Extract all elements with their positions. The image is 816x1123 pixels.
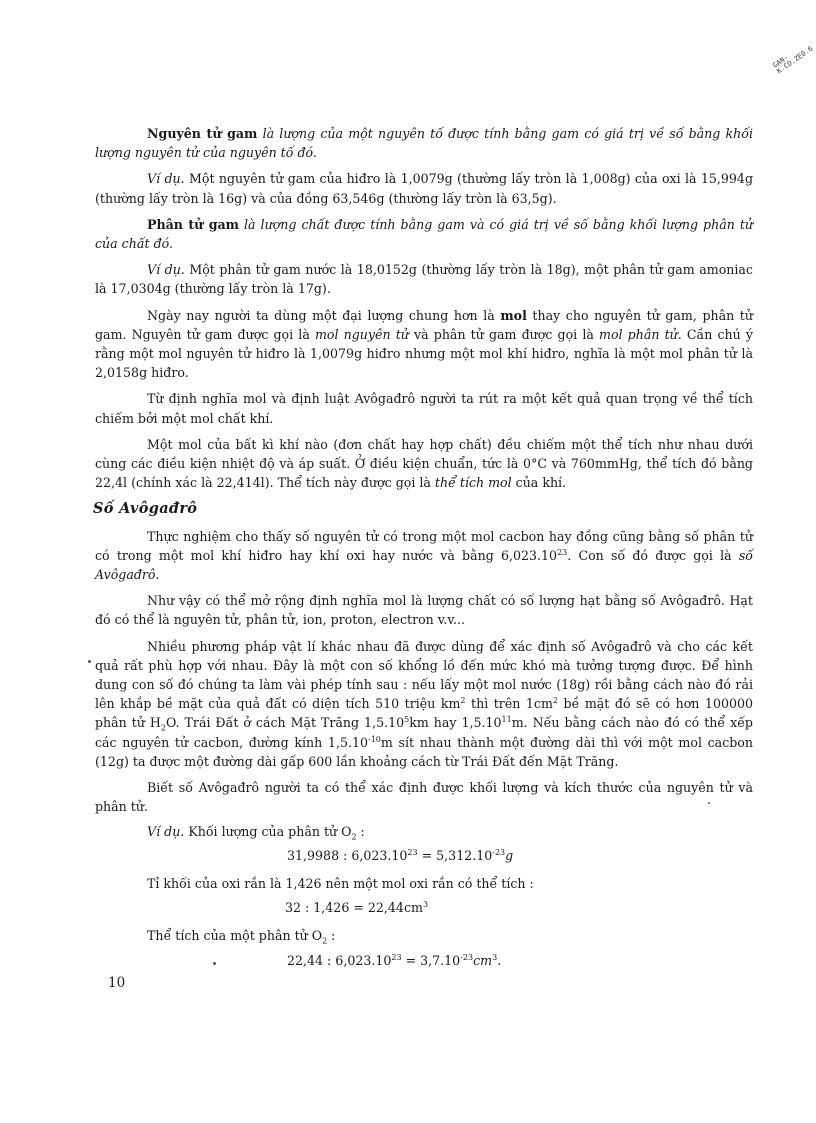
paragraph-mol (95, 306, 753, 383)
paragraph-applications: Biết số Avôgađrô người ta có thể xác định được khối lượng và kích thước của nguyên tử và phân tử. (95, 780, 753, 815)
term-mol-molecule: mol phân tử (599, 326, 678, 342)
paragraph-text: m sít nhau thành một đường dài thì với một mol cacbon (12g) ta được một đường dài gấp 600 lần khoảng cách từ Trái Đất đến Mặt Trăng. (95, 734, 754, 769)
subscript: 2 (160, 724, 166, 733)
paragraph-text: Một mol của bất kì khí nào (đơn chất hay hợp chất) đều chiếm một thể tích như nhau dưới cùng các điều kiện nhiệt độ và áp suất. Ở điều kiện chuẩn, tức là 0°C và 760mmHg, thể tích đó bằng 22,4l (chính xác là 22,414l). Thể tích này được gọi là (95, 436, 753, 491)
exponent: -10 (368, 734, 381, 744)
exponent: 23 (407, 847, 418, 857)
example-label: Ví dụ. (147, 262, 185, 278)
exponent: 3 (492, 952, 498, 962)
scan-speck (88, 660, 91, 663)
paragraph-text: của khí. (511, 475, 567, 491)
paragraph-text: và phân tử gam được gọi là (408, 326, 599, 342)
paragraph-text: Thể tích của một phân tử O (147, 928, 323, 944)
exponent: -23 (460, 952, 474, 962)
paragraph-magnitude (95, 637, 753, 771)
equation-text: . (497, 952, 502, 968)
exponent: 23 (557, 547, 568, 557)
definition-text: là lượng chất được tính bằng gam và có giá trị về số bằng khối lượng phân tử của chất đó. (95, 216, 753, 252)
term-mol-atom: mol nguyên tử (314, 326, 409, 342)
page-number: 10 (108, 975, 126, 991)
paragraph-text: thì trên 1cm (465, 696, 553, 712)
equation-text: 32 : 1,426 = 22,44cm (285, 900, 423, 916)
paragraph-atom-gram (95, 124, 753, 162)
unit: g (505, 847, 514, 863)
paragraph-avogadro-law: Từ định nghĩa mol và định luật Avôgađrô người ta rút ra một kết quả quan trọng về thể tích chiếm bởi một mol chất khí. (95, 391, 753, 426)
paragraph-text: Khối lượng của phân tử O (184, 823, 352, 839)
term-atom-gram: Nguyên tử gam (147, 126, 258, 141)
paragraph-text: Một phân tử gam nước là 18,0152g (thường lấy tròn là 18g), một phân tử gam amoniac là 17,0304g (thường lấy tròn là 17g). (95, 262, 753, 297)
exponent: 23 (391, 952, 402, 962)
section-heading: Số Avôgađrô (93, 500, 198, 518)
paragraph-example-mass (95, 822, 753, 841)
document-body (95, 124, 753, 979)
paragraph-text: thay cho nguyên tử gam, phân tử gam. Nguyên tử gam được gọi là (95, 307, 753, 342)
paragraph-text: . Cần chú ý rằng một mol nguyên tử hiđro là 1,0079g hiđro nhưng một mol khí hiđro, nghĩa là một mol phân tử là 2,0158g hiđro. (95, 326, 753, 381)
paragraph-text: Ngày nay người ta dùng một đại lượng chung hơn là (147, 307, 501, 323)
exponent: 3 (422, 899, 429, 909)
paragraph-text: Thực nghiệm cho thấy số nguyên tử có trong một mol cacbon hay đồng cũng bằng số phân tử có trong một mol khí hiđro hay khí oxi hay nước và bằng 6,023.10 (95, 528, 753, 563)
subscript: 2 (322, 936, 328, 946)
example-label: Ví dụ. (147, 823, 185, 839)
term-mol: mol (500, 307, 527, 323)
exponent: 5 (404, 715, 410, 725)
exponent: 11 (501, 715, 512, 725)
paragraph-text: : (356, 823, 365, 839)
corner-stamp: GAN-K.CD.ZE0.6 (771, 44, 815, 76)
subscript: 2 (351, 832, 357, 842)
equation-text: = 5,312.10 (417, 847, 493, 863)
paragraph-molecule-gram (95, 215, 753, 253)
paragraph-avogadro-number (95, 527, 753, 585)
paragraph-text: . (155, 567, 160, 583)
equation-text: 31,9988 : 6,023.10 (287, 847, 408, 863)
example-label: Ví dụ. (147, 171, 185, 187)
term-avogadro-number: số Avôgađrô (95, 547, 753, 583)
equation-text: = 3,7.10 (401, 952, 461, 968)
paragraph-text: Một nguyên tử gam của hiđro là 1,0079g (thường lấy tròn là 1,008g) của oxi là 15,994g (thường lấy tròn là 16g) và của đồng 63,546g (thường lấy tròn là 63,5g). (95, 171, 754, 206)
paragraph-text: m. Nếu bằng cách nào đó có thể xếp các nguyên tử cacbon, đường kính 1,5.10 (95, 715, 753, 750)
paragraph-text: km hay 1,5.10 (409, 715, 502, 731)
paragraph-text: : (327, 928, 336, 944)
paragraph-molar-volume (95, 435, 753, 493)
paragraph-solid-oxygen: Tỉ khối của oxi rắn là 1,426 nên một mol oxi rắn có thể tích : (147, 875, 534, 891)
equation-molecule-volume (95, 951, 753, 970)
term-molar-volume: thể tích mol (434, 475, 512, 491)
definition-text: là lượng của một nguyên tố được tính bằng gam có giá trị về số bằng khối lượng nguyên tử của nguyên tố đó. (95, 126, 753, 161)
paragraph-text: bề mặt đó sẽ có hơn 100000 phân tử H (95, 696, 754, 731)
paragraph-mol-extension: Như vậy có thể mở rộng định nghĩa mol là lượng chất có số lượng hạt bằng số Avôgađrô. Hạt đó có thể là nguyên tử, phân tử, ion, proton, electron v.v... (95, 593, 753, 628)
term-molecule-gram: Phân tử gam (147, 216, 239, 232)
exponent: 2 (460, 696, 466, 706)
paragraph-example-molecules (95, 260, 753, 298)
paragraph-text: Nhiều phương pháp vật lí khác nhau đã được dùng để xác định số Avôgađrô và cho các kết quả rất phù hợp với nhau. Đây là một con số khổng lồ đến mức khó mà tưởng tượng được. Để hình dung con số đó chúng ta làm vài phép tính sau : nếu lấy một mol nước (18g) rồi bằng cách nào đó rải lên khắp bề mặt của quả đất có diện tích 510 triệu km (95, 638, 753, 712)
exponent: -23 (492, 847, 506, 857)
equation-molar-volume (95, 898, 753, 917)
paragraph-example-atoms (95, 169, 753, 207)
paragraph-molecule-volume (95, 926, 753, 945)
unit: cm (473, 952, 493, 968)
paragraph-text: O. Trái Đất ở cách Mặt Trăng 1,5.10 (165, 715, 405, 731)
exponent: 2 (552, 696, 559, 706)
paragraph-text: . Con số đó được gọi là (567, 547, 739, 563)
equation-text: 22,44 : 6,023.10 (287, 952, 392, 968)
equation-molecule-mass (95, 846, 753, 865)
